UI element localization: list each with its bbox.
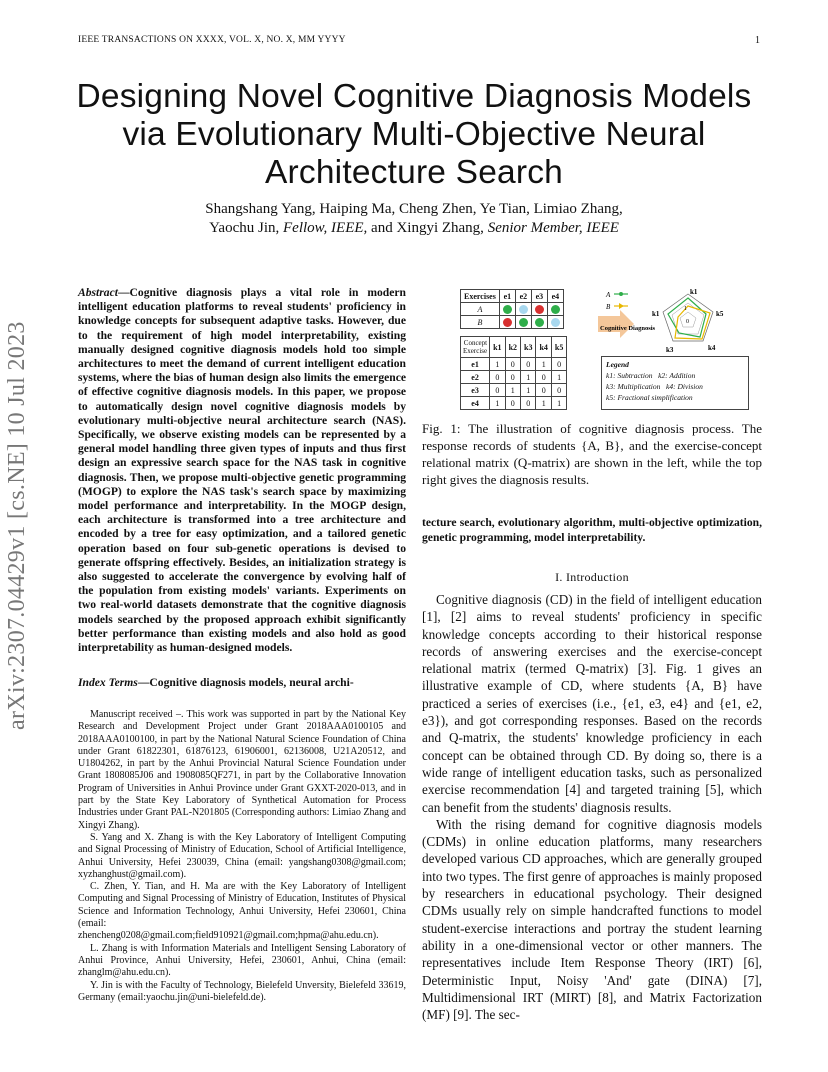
- figure-caption: Fig. 1: The illustration of cognitive diagnosis process. The response records of students {A, B}, and the exercise-concept relational matrix (Q-matrix) are shown in the left, while the top right gives the diagnosis results.: [422, 421, 762, 487]
- svg-text:0: 0: [686, 319, 689, 325]
- correct-icon: [551, 305, 560, 314]
- table-row: e2 0 0 1 0 1: [461, 371, 567, 384]
- introduction-body: [422, 591, 762, 1023]
- wrong-icon: [503, 318, 512, 327]
- diagnosis-radar-chart: [598, 286, 758, 354]
- radar-plot: [652, 288, 724, 354]
- arxiv-watermark: arXiv:2307.04429v1 [cs.NE] 10 Jul 2023: [4, 321, 30, 730]
- arrow-label: Cognitive Diagnosis: [600, 325, 656, 332]
- table-row: e3 0 1 1 0 0: [461, 384, 567, 397]
- footnote-affiliation: L. Zhang is with Information Materials and Intelligent Sensing Laboratory of Anhui Province, Anhui University, Hefei, 230601, Anhui, China (email: zhanglm@ahu.edu.cn).: [78, 942, 406, 979]
- paragraph: Cognitive diagnosis (CD) in the field of intelligent education [1], [2] aims to reveal students' proficiency in specific knowledge concepts according to their historical response records of answering exercises and the exercise-concept relational matrix (termed Q-matrix) [3]. Fig. 1 gives an illustrative example of CD, where students {A, B} have practiced a series of exercises (i.e., {e1, e3, e4} and {e1, e2, e3}), and got corresponding responses. Based on the records and Q-matrix, the students' knowledge proficiency in each concept can be obtained through CD. By doing so, there is a wide range of intelligent education tasks, such as personalized exercise recommendation [4] and targeted training [5], which can benefit from the students' diagnosis results.: [422, 592, 762, 815]
- running-header: IEEE TRANSACTIONS ON XXXX, VOL. X, NO. X, MM YYYY: [78, 35, 346, 45]
- figure-legend: Legend k1: Subtraction k2: Addition k3: Multiplication k4: Division k5: Fractional simplification: [601, 356, 749, 410]
- q-matrix-table: Concept Exercise k1 k2 k3 k4 k5 e1 1 0 0 1 0 e2 0 0 1 0 1 e3 0 1 1 0 0 e4 1 0 0 1 1: [460, 336, 567, 410]
- paper-title: Designing Novel Cognitive Diagnosis Models via Evolutionary Multi-Objective Neural Architecture Search: [76, 78, 752, 191]
- footnotes: [78, 709, 406, 1004]
- radar-label: k5: [716, 310, 724, 318]
- footnote-affiliation: S. Yang and X. Zhang is with the Key Laboratory of Intelligent Computing and Signal Processing of Ministry of Education, School of Artificial Intelligence, Anhui University, Hefei 230039, China (email: yangshang0308@gmail.com; xyzhanghust@gmail.com).: [78, 831, 406, 880]
- arrow-shape: [598, 310, 634, 338]
- series-label-a: A: [606, 291, 611, 299]
- series-label-b: B: [606, 303, 611, 311]
- table-row: e4 1 0 0 1 1: [461, 397, 567, 410]
- index-terms: Index Terms—Cognitive diagnosis models, neural archi-: [78, 676, 354, 689]
- svg-text:1: 1: [684, 306, 687, 312]
- abstract-text: —Cognitive diagnosis plays a vital role in modern intelligent education platforms to reveal students' proficiency in knowledge concepts for subsequent adaptive tasks. However, due to the requirement of high model interpretability, existing manually designed cognitive diagnosis models hold too simple architectures to meet the demand of current intelligent education systems, where the bias of human design also limits the emergence of effective cognitive diagnosis models. In this paper, we propose to automatically design novel cognitive diagnosis models by evolutionary multi-objective neural architecture search (NAS). Specifically, we observe existing models can be represented by a general model handling three given types of inputs and thus first design an expressive search space for the NAS task in cognitive diagnosis. Then, we propose multi-objective genetic programming (MOGP) to explore the NAS task's search space by maximizing model performance and interpretability. In the MOGP design, each architecture is transformed into a tree architecture and encoded by a tree for easy optimization, and a tailored genetic operation based on four sub-genetic operations is devised to generate offspring effectively. Besides, an initialization strategy is also suggested to accelerate the convergence by evolving half of the population from existing models' variants. Experiments on two real-world datasets demonstrate that the cognitive diagnosis models searched by the proposed approach exhibit significantly better performance than existing models and also hold as good interpretability as human-designed models.: [78, 286, 406, 655]
- paragraph: With the rising demand for cognitive diagnosis models (CDMs) in online education platforms, many researchers developed various CD approaches, which are generally grouped into two types. The first genre of approaches is mainly proposed by researchers in educational psychology. Their designed CDMs usually rely on simple handcrafted functions to model student-exercise interactions and portray the student learning ability in a one-dimensional vector or other manners. The representatives include Item Response Theory (IRT) [6], Deterministic Input, Noisy 'And' gate (DINA) [7], Multidimensional IRT (MIRT) [8], and Matrix Factorization (MF) [9]. The sec-: [422, 816, 762, 1023]
- abstract: [78, 286, 406, 655]
- table-header: Exercises: [461, 290, 500, 303]
- index-terms-continued: tecture search, evolutionary algorithm, multi-objective optimization, genetic programming, model interpretability.: [422, 516, 762, 544]
- section-heading: I. Introduction: [555, 570, 629, 584]
- wrong-icon: [535, 305, 544, 314]
- footnote-affiliation: Y. Jin is with the Faculty of Technology, Bielefeld Unversity, Bielefeld 33619, Germany (email:yaochu.jin@uni-bielefeld.de).: [78, 979, 406, 1003]
- radar-label: k4: [708, 344, 716, 352]
- author-list: Shangshang Yang, Haiping Ma, Cheng Zhen, Ye Tian, Limiao Zhang, Yaochu Jin, Fellow, IEEE, and Xingyi Zhang, Senior Member, IEEE: [205, 201, 623, 236]
- page-number: 1: [755, 35, 760, 46]
- unanswered-icon: [519, 305, 528, 314]
- correct-icon: [535, 318, 544, 327]
- table-row: e1 1 0 0 1 0: [461, 358, 567, 371]
- response-table: Exercises e1 e2 e3 e4 A B: [460, 289, 564, 329]
- radar-label: k3: [666, 346, 674, 354]
- unanswered-icon: [551, 318, 560, 327]
- abstract-label: Abstract: [78, 286, 118, 299]
- footnote-affiliation: C. Zhen, Y. Tian, and H. Ma are with the Key Laboratory of Intelligent Computing and Signal Processing of Ministry of Education, Institutes of Physical Science and Information Technology, Anhui University, Hefei 230601, China (email: zhencheng0208@gmail.com;field910921@gmail.com;hpma@ahu.edu.cn).: [78, 881, 406, 942]
- footnote-funding: Manuscript received –. This work was supported in part by the National Key Research and Development Project under Grant 2018AAA0100105 and 2018AAA0100100, in part by the National Natural Science Foundation of China under Grant 61822301, 61876123, 61906001, 62136008, U21A20512, and U1804262, in part by the Anhui Provincial Natural Science Foundation under Grant 1808085J06 and 1908085QF271, in part by the Collaborative Innovation Program of Universities in Anhui Province under Grant GXXT-2020-013, and in part by the State Key Laboratory of Synthetical Automation for Process Industries under Grant PAL-N201805 (Corresponding authors: Limiao Zhang and Xingyi Zhang).: [78, 709, 406, 831]
- radar-label: k1: [652, 310, 660, 318]
- correct-icon: [519, 318, 528, 327]
- correct-icon: [503, 305, 512, 314]
- radar-label: k1: [690, 288, 698, 296]
